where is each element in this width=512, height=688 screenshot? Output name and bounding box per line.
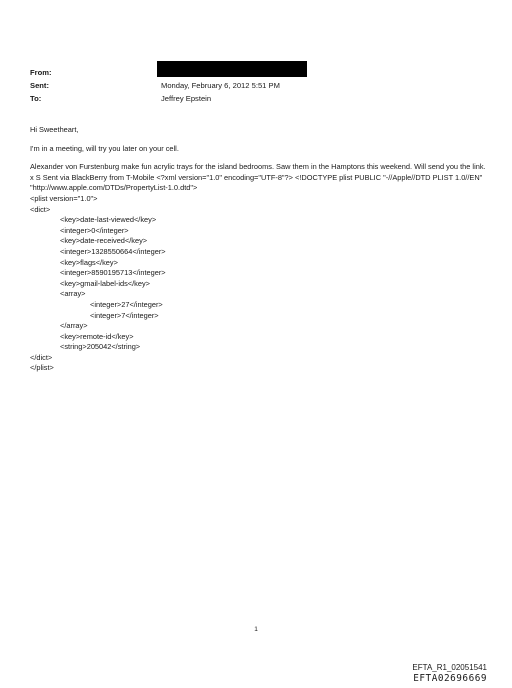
- plist-line: <key>flags</key>: [60, 257, 118, 267]
- plist-line: </array>: [60, 321, 88, 331]
- plist-line: <plist version="1.0">: [30, 193, 98, 203]
- page-number: 1: [254, 626, 258, 633]
- plist-line: <dict>: [30, 204, 51, 214]
- plist-line: <integer>1328550664</integer>: [60, 246, 166, 256]
- body-paragraph: Alexander von Furstenburg make fun acrylic trays for the island bedrooms. Saw them in the Hamptons this weekend. Will send you the link. x S Sent via BlackBerry from T-Mobile <?xml version="1.0" encoding="UTF-8"?> <!DOCTYPE plist PUBLIC "-//Apple//DTD PLIST 1.0//EN" "http://www.apple.com/DTDs/PropertyList-1.0.dtd">: [30, 162, 486, 193]
- plist-line: <key>date-received</key>: [60, 236, 148, 246]
- email-body: [30, 125, 490, 374]
- to-label: To:: [30, 94, 42, 103]
- plist-line: </dict>: [30, 352, 53, 362]
- plist-line: <key>remote-id</key>: [60, 331, 134, 341]
- plist-line: <array>: [60, 289, 86, 299]
- plist-line: </plist>: [30, 363, 54, 373]
- sent-label: Sent:: [30, 81, 49, 90]
- plist-line: <string>205042</string>: [60, 342, 141, 352]
- redaction-box: [157, 61, 307, 77]
- to-value: Jeffrey Epstein: [161, 94, 212, 103]
- body-line: I'm in a meeting, will try you later on your cell.: [30, 143, 179, 153]
- plist-line: <key>gmail-label-ids</key>: [60, 278, 150, 288]
- plist-line: <integer>0</integer>: [60, 225, 129, 235]
- plist-line: <integer>7</integer>: [90, 310, 159, 320]
- document-id: EFTA_R1_02051541: [412, 663, 487, 672]
- greeting: Hi Sweetheart,: [30, 125, 79, 134]
- plist-block: [30, 194, 490, 374]
- bates-number: EFTA02696669: [413, 673, 487, 684]
- sent-value: Monday, February 6, 2012 5:51 PM: [161, 81, 280, 90]
- plist-line: <key>date-last-viewed</key>: [60, 215, 157, 225]
- plist-line: <integer>27</integer>: [90, 299, 163, 309]
- plist-line: <integer>8590195713</integer>: [60, 268, 166, 278]
- from-label: From:: [30, 68, 52, 77]
